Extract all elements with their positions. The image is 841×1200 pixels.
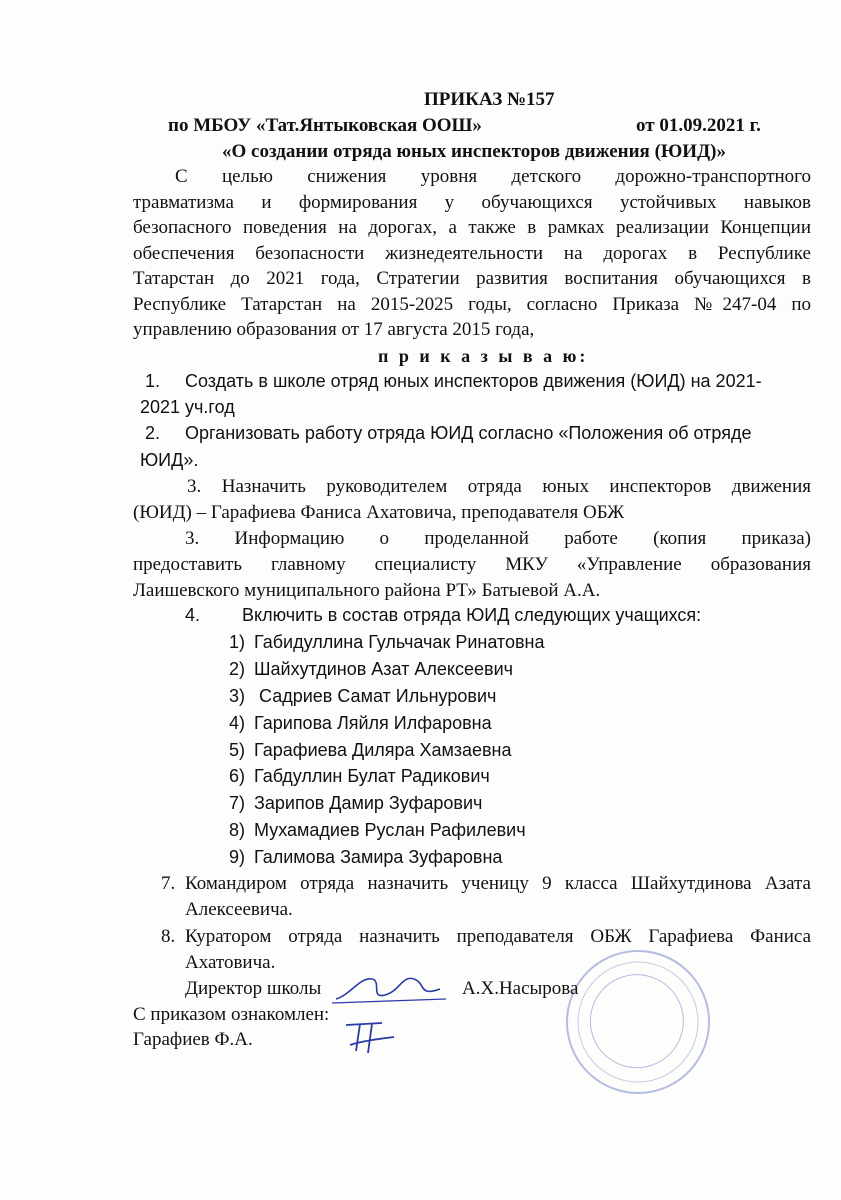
acquainted-label: С приказом ознакомлен: <box>133 1004 330 1025</box>
student-name: Габдуллин Булат Радикович <box>254 766 490 786</box>
item-number: 8. <box>161 926 176 947</box>
item-text: 3. Назначить руководителем отряда юных инспекторов движения <box>187 476 811 497</box>
order-word: п р и к а з ы в а ю: <box>378 346 589 366</box>
item-text: Организовать работу отряда ЮИД согласно «Положения об отряде <box>185 423 752 443</box>
item-text: (ЮИД) – Гарафиева Фаниса Ахатовича, преподавателя ОБЖ <box>133 502 625 523</box>
acquainted-name: Гарафиев Ф.А. <box>133 1029 253 1050</box>
student-name: Гарипова Ляйля Илфаровна <box>254 713 492 733</box>
preamble-line: обеспечения безопасности жизнедеятельности на дорогах в Республике <box>133 243 811 264</box>
student-number: 9) <box>229 847 246 867</box>
student-number: 7) <box>229 793 246 813</box>
student-number: 6) <box>229 766 246 786</box>
student-number: 5) <box>229 740 246 760</box>
order-subject: «О создании отряда юных инспекторов движения (ЮИД)» <box>222 141 726 162</box>
student-name: Зарипов Дамир Зуфарович <box>254 793 483 813</box>
item-text: ЮИД». <box>140 450 199 470</box>
student-name: Гарафиева Диляра Хамзаевна <box>254 740 512 760</box>
stamp-ring-icon <box>559 943 717 1101</box>
preamble-line: безопасного поведения на дорогах, а также в рамках реализации Концепции <box>133 217 811 238</box>
director-signature-icon <box>330 965 450 1010</box>
item-text: Алексеевича. <box>185 899 293 920</box>
student-number: 2) <box>229 659 246 679</box>
acquainted-signature-icon <box>338 1015 398 1057</box>
director-label: Директор школы <box>185 978 322 999</box>
item-number: 1. <box>145 371 161 391</box>
official-stamp <box>557 941 720 1104</box>
item-text: 3. Информацию о проделанной работе (копия приказа) <box>185 528 811 549</box>
student-number: 4) <box>229 713 246 733</box>
organization-name: по МБОУ «Тат.Янтыковская ООШ» <box>168 115 482 136</box>
student-number: 3) <box>229 686 246 706</box>
student-number: 8) <box>229 820 246 840</box>
preamble-line: травматизма и формирования у обучающихся устойчивых навыков <box>133 192 811 213</box>
item-text: Командиром отряда назначить ученицу 9 класса Шайхутдинова Азата <box>185 873 811 894</box>
item-number: 7. <box>161 873 176 894</box>
item-text: Включить в состав отряда ЮИД следующих учащихся: <box>242 605 702 625</box>
student-name: Габидуллина Гульчачак Ринатовна <box>254 632 545 652</box>
item-text: предоставить главному специалисту МКУ «Управление образования <box>133 554 811 575</box>
student-name: Шайхутдинов Азат Алексеевич <box>254 659 514 679</box>
item-text: Ахатовича. <box>185 952 276 973</box>
student-number: 1) <box>229 632 246 652</box>
student-name: Мухамадиев Руслан Рафилевич <box>254 820 526 840</box>
item-text: Создать в школе отряд юных инспекторов движения (ЮИД) на 2021- <box>185 371 762 391</box>
item-text: Куратором отряда назначить преподавателя ОБЖ Гарафиева Фаниса <box>185 926 811 947</box>
preamble-line: управлению образования от 17 августа 2015 года, <box>133 319 535 340</box>
preamble-line: Республике Татарстан на 2015-2025 годы, согласно Приказа №247-04 по <box>133 294 811 315</box>
order-title: ПРИКАЗ №157 <box>424 89 555 110</box>
preamble-line: Татарстан до 2021 года, Стратегии развития воспитания обучающихся в <box>133 268 811 289</box>
director-name: А.Х.Насырова <box>462 978 579 999</box>
item-text: 2021 уч.год <box>140 397 235 417</box>
preamble-line: С целью снижения уровня детского дорожно-транспортного <box>175 166 811 187</box>
order-date: от 01.09.2021 г. <box>636 115 761 136</box>
item-number: 2. <box>145 423 161 443</box>
item-text: Лаишевского муниципального района РТ» Батыевой А.А. <box>133 580 601 601</box>
student-name: Садриев Самат Ильнурович <box>259 686 497 706</box>
item-number: 4. <box>185 605 201 625</box>
student-name: Галимова Замира Зуфаровна <box>254 847 503 867</box>
